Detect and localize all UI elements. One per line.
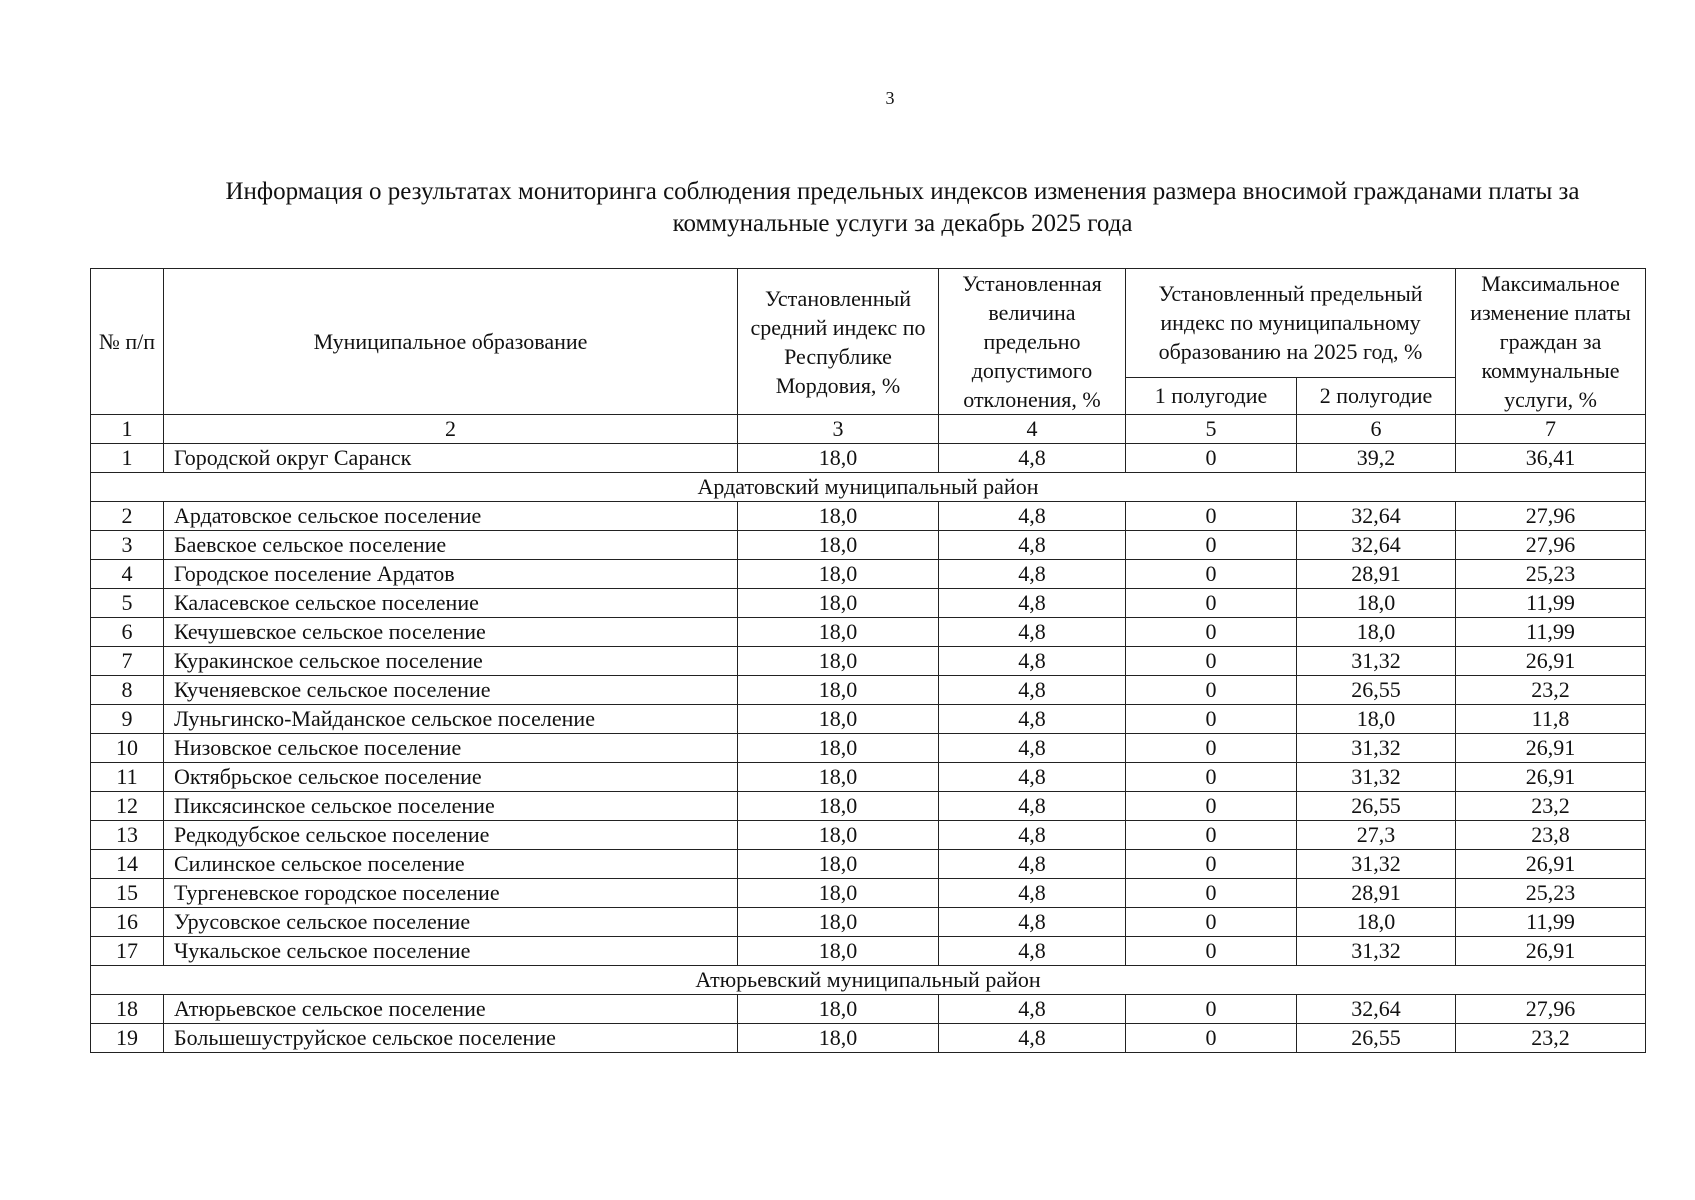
deviation-value: 4,8 bbox=[939, 705, 1126, 734]
first-half-index-value: 0 bbox=[1126, 908, 1297, 937]
deviation-value: 4,8 bbox=[939, 531, 1126, 560]
district-name: Ардатовский муниципальный район bbox=[91, 473, 1646, 502]
municipality-name: Чукальское сельское поселение bbox=[164, 937, 738, 966]
first-half-index-value: 0 bbox=[1126, 618, 1297, 647]
average-index-value: 18,0 bbox=[738, 502, 939, 531]
municipality-name: Городское поселение Ардатов bbox=[164, 560, 738, 589]
table-row bbox=[91, 589, 1646, 618]
average-index-value: 18,0 bbox=[738, 589, 939, 618]
table-row bbox=[91, 937, 1646, 966]
second-half-index-value: 26,55 bbox=[1297, 792, 1456, 821]
average-index-value: 18,0 bbox=[738, 1024, 939, 1053]
average-index-value: 18,0 bbox=[738, 850, 939, 879]
first-half-index-value: 0 bbox=[1126, 647, 1297, 676]
row-number: 13 bbox=[91, 821, 164, 850]
first-half-index-value: 0 bbox=[1126, 560, 1297, 589]
average-index-value: 18,0 bbox=[738, 763, 939, 792]
table-row bbox=[91, 502, 1646, 531]
row-number: 18 bbox=[91, 995, 164, 1024]
municipality-name: Ардатовское сельское поселение bbox=[164, 502, 738, 531]
table-row bbox=[91, 618, 1646, 647]
column-numbering-row bbox=[91, 415, 1646, 444]
municipality-name: Силинское сельское поселение bbox=[164, 850, 738, 879]
municipality-name: Каласевское сельское поселение bbox=[164, 589, 738, 618]
max-change-value: 23,8 bbox=[1456, 821, 1646, 850]
row-number: 1 bbox=[91, 444, 164, 473]
max-change-value: 36,41 bbox=[1456, 444, 1646, 473]
table-row bbox=[91, 531, 1646, 560]
table-row bbox=[91, 821, 1646, 850]
table-row bbox=[91, 908, 1646, 937]
table-row bbox=[91, 705, 1646, 734]
table-row bbox=[91, 850, 1646, 879]
second-half-index-value: 18,0 bbox=[1297, 908, 1456, 937]
row-number: 8 bbox=[91, 676, 164, 705]
average-index-value: 18,0 bbox=[738, 995, 939, 1024]
municipality-name: Кечушевское сельское поселение bbox=[164, 618, 738, 647]
header-municipality: Муниципальное образование bbox=[164, 269, 738, 415]
max-change-value: 27,96 bbox=[1456, 995, 1646, 1024]
deviation-value: 4,8 bbox=[939, 589, 1126, 618]
deviation-value: 4,8 bbox=[939, 879, 1126, 908]
row-number: 10 bbox=[91, 734, 164, 763]
deviation-value: 4,8 bbox=[939, 444, 1126, 473]
second-half-index-value: 18,0 bbox=[1297, 705, 1456, 734]
average-index-value: 18,0 bbox=[738, 531, 939, 560]
average-index-value: 18,0 bbox=[738, 676, 939, 705]
average-index-value: 18,0 bbox=[738, 705, 939, 734]
max-change-value: 23,2 bbox=[1456, 792, 1646, 821]
deviation-value: 4,8 bbox=[939, 821, 1126, 850]
row-number: 9 bbox=[91, 705, 164, 734]
row-number: 5 bbox=[91, 589, 164, 618]
second-half-index-value: 32,64 bbox=[1297, 995, 1456, 1024]
header-row-number: № п/п bbox=[91, 269, 164, 415]
second-half-index-value: 31,32 bbox=[1297, 850, 1456, 879]
second-half-index-value: 39,2 bbox=[1297, 444, 1456, 473]
document-title: Информация о результатах мониторинга соблюдения предельных индексов изменения размера вносимой гражданами платы за коммунальные услуги за декабрь 2025 года bbox=[225, 178, 1580, 237]
row-number: 4 bbox=[91, 560, 164, 589]
municipality-name: Куракинское сельское поселение bbox=[164, 647, 738, 676]
header-max-change: Максимальное изменение платы граждан за коммунальные услуги, % bbox=[1456, 269, 1646, 415]
first-half-index-value: 0 bbox=[1126, 763, 1297, 792]
deviation-value: 4,8 bbox=[939, 937, 1126, 966]
municipality-name: Тургеневское городское поселение bbox=[164, 879, 738, 908]
column-number: 1 bbox=[91, 415, 164, 444]
max-change-value: 11,99 bbox=[1456, 589, 1646, 618]
first-half-index-value: 0 bbox=[1126, 821, 1297, 850]
average-index-value: 18,0 bbox=[738, 647, 939, 676]
deviation-value: 4,8 bbox=[939, 792, 1126, 821]
district-row bbox=[91, 966, 1646, 995]
header-second-half: 2 полугодие bbox=[1297, 377, 1456, 414]
column-number: 6 bbox=[1297, 415, 1456, 444]
column-number: 5 bbox=[1126, 415, 1297, 444]
second-half-index-value: 28,91 bbox=[1297, 560, 1456, 589]
second-half-index-value: 31,32 bbox=[1297, 937, 1456, 966]
row-number: 12 bbox=[91, 792, 164, 821]
row-number: 3 bbox=[91, 531, 164, 560]
second-half-index-value: 31,32 bbox=[1297, 763, 1456, 792]
first-half-index-value: 0 bbox=[1126, 937, 1297, 966]
average-index-value: 18,0 bbox=[738, 908, 939, 937]
average-index-value: 18,0 bbox=[738, 879, 939, 908]
max-change-value: 25,23 bbox=[1456, 879, 1646, 908]
row-number: 19 bbox=[91, 1024, 164, 1053]
second-half-index-value: 28,91 bbox=[1297, 879, 1456, 908]
municipality-name: Урусовское сельское поселение bbox=[164, 908, 738, 937]
header-average-index: Установленный средний индекс по Республике Мордовия, % bbox=[738, 269, 939, 415]
header-deviation: Установленная величина предельно допустимого отклонения, % bbox=[939, 269, 1126, 415]
municipality-name: Баевское сельское поселение bbox=[164, 531, 738, 560]
deviation-value: 4,8 bbox=[939, 734, 1126, 763]
municipality-name: Городской округ Саранск bbox=[164, 444, 738, 473]
municipality-name: Октябрьское сельское поселение bbox=[164, 763, 738, 792]
second-half-index-value: 31,32 bbox=[1297, 734, 1456, 763]
max-change-value: 26,91 bbox=[1456, 647, 1646, 676]
max-change-value: 23,2 bbox=[1456, 676, 1646, 705]
page-number: 3 bbox=[885, 88, 895, 108]
table-row bbox=[91, 560, 1646, 589]
second-half-index-value: 18,0 bbox=[1297, 589, 1456, 618]
average-index-value: 18,0 bbox=[738, 444, 939, 473]
monitoring-table bbox=[90, 268, 1646, 1053]
deviation-value: 4,8 bbox=[939, 502, 1126, 531]
municipality-name: Низовское сельское поселение bbox=[164, 734, 738, 763]
first-half-index-value: 0 bbox=[1126, 792, 1297, 821]
second-half-index-value: 26,55 bbox=[1297, 676, 1456, 705]
row-number: 14 bbox=[91, 850, 164, 879]
max-change-value: 26,91 bbox=[1456, 734, 1646, 763]
max-change-value: 26,91 bbox=[1456, 850, 1646, 879]
average-index-value: 18,0 bbox=[738, 618, 939, 647]
table-row bbox=[91, 676, 1646, 705]
first-half-index-value: 0 bbox=[1126, 502, 1297, 531]
deviation-value: 4,8 bbox=[939, 908, 1126, 937]
second-half-index-value: 18,0 bbox=[1297, 618, 1456, 647]
row-number: 16 bbox=[91, 908, 164, 937]
deviation-value: 4,8 bbox=[939, 995, 1126, 1024]
max-change-value: 11,8 bbox=[1456, 705, 1646, 734]
average-index-value: 18,0 bbox=[738, 560, 939, 589]
row-number: 15 bbox=[91, 879, 164, 908]
first-half-index-value: 0 bbox=[1126, 1024, 1297, 1053]
table-row bbox=[91, 734, 1646, 763]
second-half-index-value: 27,3 bbox=[1297, 821, 1456, 850]
row-number: 6 bbox=[91, 618, 164, 647]
max-change-value: 26,91 bbox=[1456, 763, 1646, 792]
deviation-value: 4,8 bbox=[939, 763, 1126, 792]
max-change-value: 26,91 bbox=[1456, 937, 1646, 966]
table-row bbox=[91, 1024, 1646, 1053]
max-change-value: 11,99 bbox=[1456, 908, 1646, 937]
column-number: 3 bbox=[738, 415, 939, 444]
municipality-name: Атюрьевское сельское поселение bbox=[164, 995, 738, 1024]
header-first-half: 1 полугодие bbox=[1126, 377, 1297, 414]
row-number: 17 bbox=[91, 937, 164, 966]
first-half-index-value: 0 bbox=[1126, 589, 1297, 618]
first-half-index-value: 0 bbox=[1126, 995, 1297, 1024]
column-number: 7 bbox=[1456, 415, 1646, 444]
first-half-index-value: 0 bbox=[1126, 705, 1297, 734]
second-half-index-value: 32,64 bbox=[1297, 531, 1456, 560]
header-limit-index: Установленный предельный индекс по муниципальному образованию на 2025 год, % bbox=[1126, 269, 1456, 378]
first-half-index-value: 0 bbox=[1126, 879, 1297, 908]
municipality-name: Пиксясинское сельское поселение bbox=[164, 792, 738, 821]
column-number: 4 bbox=[939, 415, 1126, 444]
row-number: 2 bbox=[91, 502, 164, 531]
first-half-index-value: 0 bbox=[1126, 850, 1297, 879]
average-index-value: 18,0 bbox=[738, 792, 939, 821]
first-half-index-value: 0 bbox=[1126, 734, 1297, 763]
deviation-value: 4,8 bbox=[939, 560, 1126, 589]
second-half-index-value: 32,64 bbox=[1297, 502, 1456, 531]
deviation-value: 4,8 bbox=[939, 618, 1126, 647]
max-change-value: 23,2 bbox=[1456, 1024, 1646, 1053]
municipality-name: Луньгинско-Майданское сельское поселение bbox=[164, 705, 738, 734]
row-number: 11 bbox=[91, 763, 164, 792]
average-index-value: 18,0 bbox=[738, 821, 939, 850]
municipality-name: Редкодубское сельское поселение bbox=[164, 821, 738, 850]
district-name: Атюрьевский муниципальный район bbox=[91, 966, 1646, 995]
row-number: 7 bbox=[91, 647, 164, 676]
second-half-index-value: 26,55 bbox=[1297, 1024, 1456, 1053]
average-index-value: 18,0 bbox=[738, 734, 939, 763]
table-row bbox=[91, 763, 1646, 792]
deviation-value: 4,8 bbox=[939, 850, 1126, 879]
table-row bbox=[91, 647, 1646, 676]
district-row bbox=[91, 473, 1646, 502]
first-half-index-value: 0 bbox=[1126, 676, 1297, 705]
first-half-index-value: 0 bbox=[1126, 444, 1297, 473]
deviation-value: 4,8 bbox=[939, 1024, 1126, 1053]
table-row bbox=[91, 792, 1646, 821]
first-half-index-value: 0 bbox=[1126, 531, 1297, 560]
municipality-name: Кученяевское сельское поселение bbox=[164, 676, 738, 705]
second-half-index-value: 31,32 bbox=[1297, 647, 1456, 676]
max-change-value: 27,96 bbox=[1456, 531, 1646, 560]
table-row bbox=[91, 879, 1646, 908]
deviation-value: 4,8 bbox=[939, 647, 1126, 676]
max-change-value: 25,23 bbox=[1456, 560, 1646, 589]
table-row bbox=[91, 995, 1646, 1024]
max-change-value: 27,96 bbox=[1456, 502, 1646, 531]
average-index-value: 18,0 bbox=[738, 937, 939, 966]
max-change-value: 11,99 bbox=[1456, 618, 1646, 647]
column-number: 2 bbox=[164, 415, 738, 444]
municipality-name: Большешуструйское сельское поселение bbox=[164, 1024, 738, 1053]
deviation-value: 4,8 bbox=[939, 676, 1126, 705]
table-row bbox=[91, 444, 1646, 473]
